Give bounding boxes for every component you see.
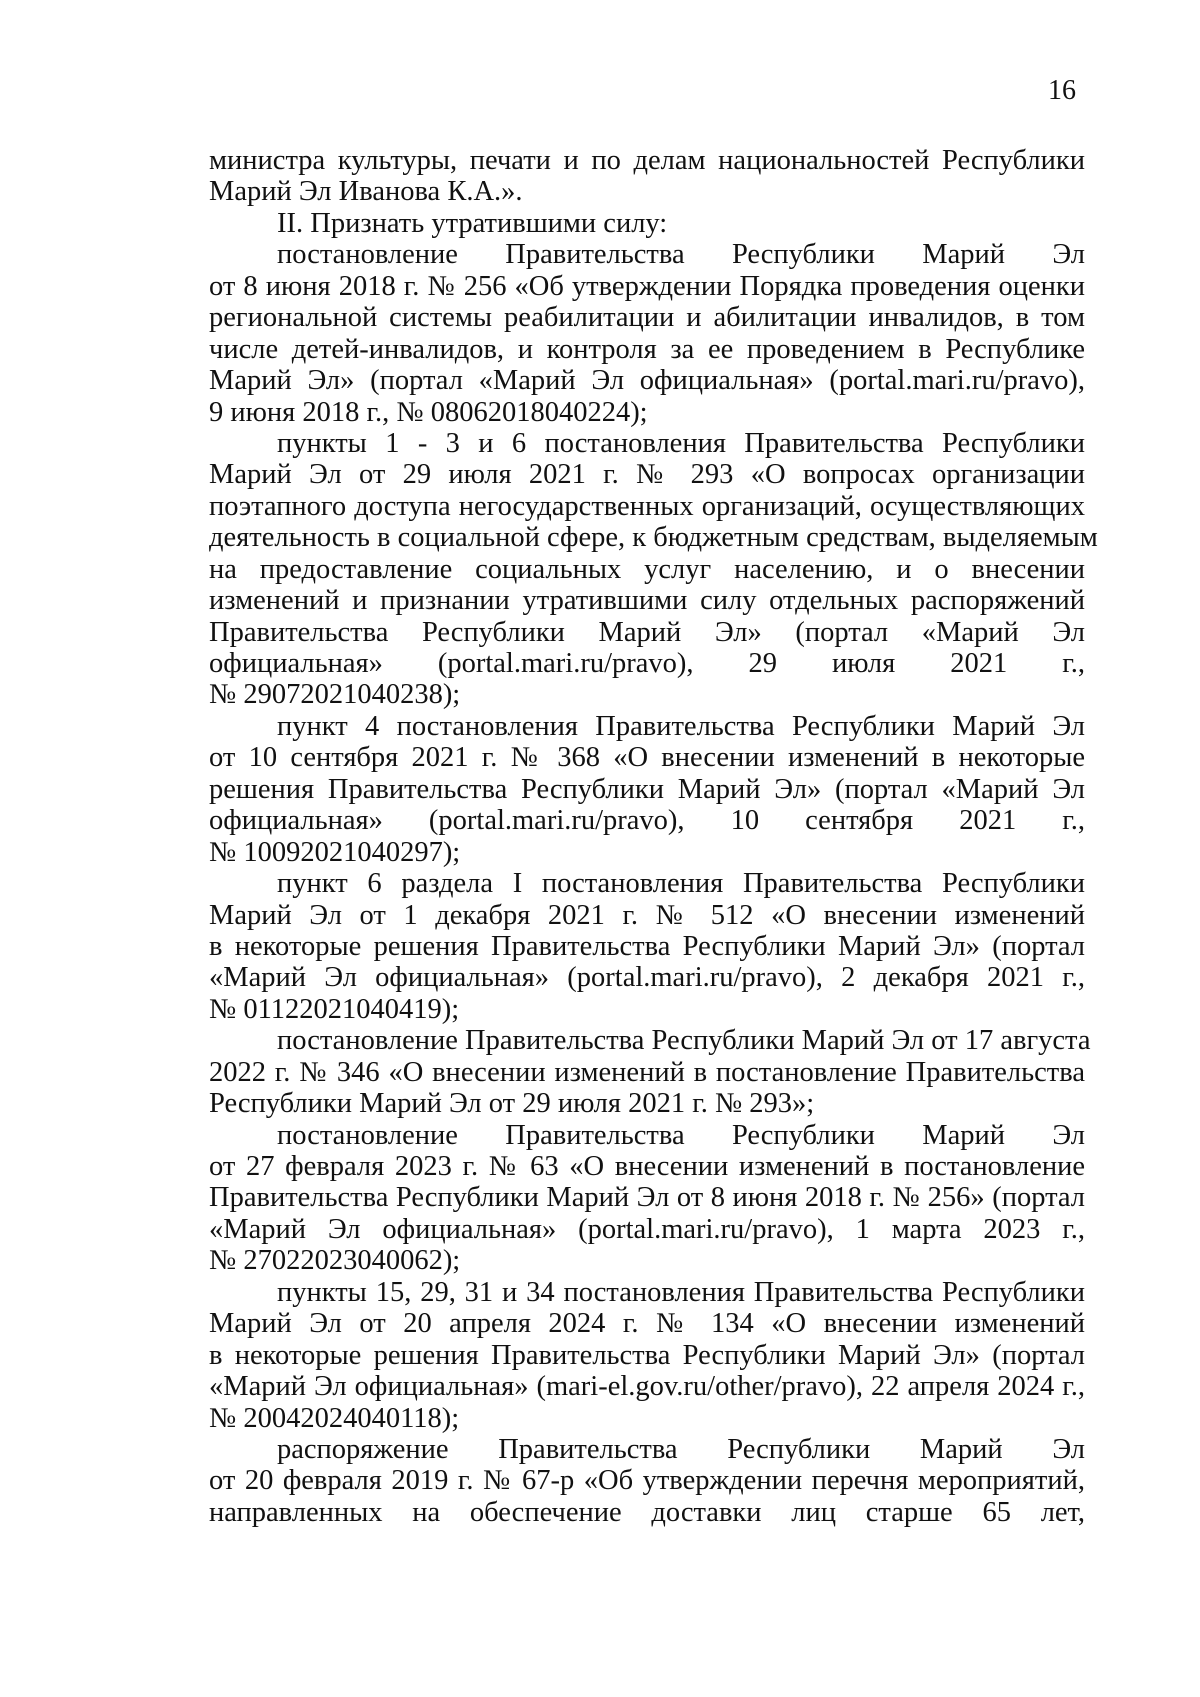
text-line: министра культуры, печати и по делам национальностей Республики: [209, 145, 1085, 176]
text-line: числе детей-инвалидов, и контроля за ее проведением в Республике: [209, 333, 1085, 365]
text-line: региональной системы реабилитации и абилитации инвалидов, в том: [209, 302, 1085, 334]
text-line: Правительства Республики Марий Эл» (портал «Марий Эл: [209, 616, 1085, 648]
text-line: распоряжение Правительства Республики Марий Эл: [277, 1433, 1085, 1465]
text-line: официальная» (portal.mari.ru/pravo), 29 июля 2021 г.,: [209, 648, 1085, 679]
text-line: II. Признать утратившими силу:: [277, 207, 668, 239]
text-line: в некоторые решения Правительства Республики Марий Эл» (портал: [209, 1339, 1085, 1371]
text-line: решения Правительства Республики Марий Эл» (портал «Марий Эл: [209, 773, 1085, 805]
text-line: «Марий Эл официальная» (portal.mari.ru/pravo), 1 марта 2023 г.,: [209, 1213, 1085, 1245]
text-line: № 27022023040062);: [209, 1245, 461, 1277]
text-line: пункт 6 раздела I постановления Правительства Республики: [277, 868, 1085, 900]
text-line: официальная» (portal.mari.ru/pravo), 10 сентября 2021 г.,: [209, 805, 1085, 837]
page-number: 16: [1048, 75, 1076, 106]
text-line: изменений и признании утратившими силу отдельных распоряжений: [209, 585, 1085, 617]
text-line: от 10 сентября 2021 г. № 368 «О внесении изменений в некоторые: [209, 742, 1085, 774]
text-line: № 29072021040238);: [209, 679, 461, 711]
text-line: 9 июня 2018 г., № 08062018040224);: [209, 396, 648, 428]
text-line: пункт 4 постановления Правительства Республики Марий Эл: [277, 710, 1085, 742]
text-line: Правительства Республики Марий Эл от 8 июня 2018 г. № 256» (портал: [209, 1182, 1085, 1214]
text-line: «Марий Эл официальная» (portal.mari.ru/pravo), 2 декабря 2021 г.,: [209, 962, 1085, 994]
text-line: на предоставление социальных услуг населению, и о внесении: [209, 553, 1085, 585]
text-line: Марий Эл от 29 июля 2021 г. № 293 «О вопросах организации: [209, 459, 1085, 491]
text-line: № 20042024040118);: [209, 1402, 460, 1434]
text-line: № 01122021040419);: [209, 993, 460, 1025]
text-line: 2022 г. № 346 «О внесении изменений в постановление Правительства: [209, 1056, 1085, 1088]
text-line: Марий Эл Иванова К.А.».: [209, 176, 523, 208]
text-line: пункты 15, 29, 31 и 34 постановления Правительства Республики: [277, 1276, 1085, 1308]
text-line: постановление Правительства Республики Марий Эл: [277, 239, 1085, 271]
text-line: № 10092021040297);: [209, 836, 461, 868]
text-line: Марий Эл» (портал «Марий Эл официальная» (portal.mari.ru/pravo),: [209, 365, 1085, 397]
text-line: направленных на обеспечение доставки лиц старше 65 лет,: [209, 1496, 1085, 1528]
text-line: от 8 июня 2018 г. № 256 «Об утверждении Порядка проведения оценки: [209, 270, 1085, 302]
text-line: Марий Эл от 20 апреля 2024 г. № 134 «О внесении изменений: [209, 1308, 1085, 1340]
text-line: постановление Правительства Республики Марий Эл: [277, 1119, 1085, 1151]
document-body: [209, 145, 1098, 1528]
text-line: «Марий Эл официальная» (mari-el.gov.ru/other/pravo), 22 апреля 2024 г.,: [209, 1371, 1085, 1403]
text-line: Марий Эл от 1 декабря 2021 г. № 512 «О внесении изменений: [209, 899, 1085, 931]
text-line: постановление Правительства Республики Марий Эл от 17 августа: [277, 1025, 1091, 1057]
text-line: в некоторые решения Правительства Республики Марий Эл» (портал: [209, 930, 1085, 962]
text-line: деятельность в социальной сфере, к бюджетным средствам, выделяемым: [209, 522, 1098, 554]
text-line: пункты 1 - 3 и 6 постановления Правительства Республики: [277, 427, 1085, 459]
text-line: от 20 февраля 2019 г. № 67-р «Об утверждении перечня мероприятий,: [209, 1465, 1085, 1497]
text-line: от 27 февраля 2023 г. № 63 «О внесении изменений в постановление: [209, 1151, 1085, 1182]
text-line: поэтапного доступа негосударственных организаций, осуществляющих: [209, 490, 1085, 522]
text-line: Республики Марий Эл от 29 июля 2021 г. № 293»;: [209, 1088, 815, 1120]
